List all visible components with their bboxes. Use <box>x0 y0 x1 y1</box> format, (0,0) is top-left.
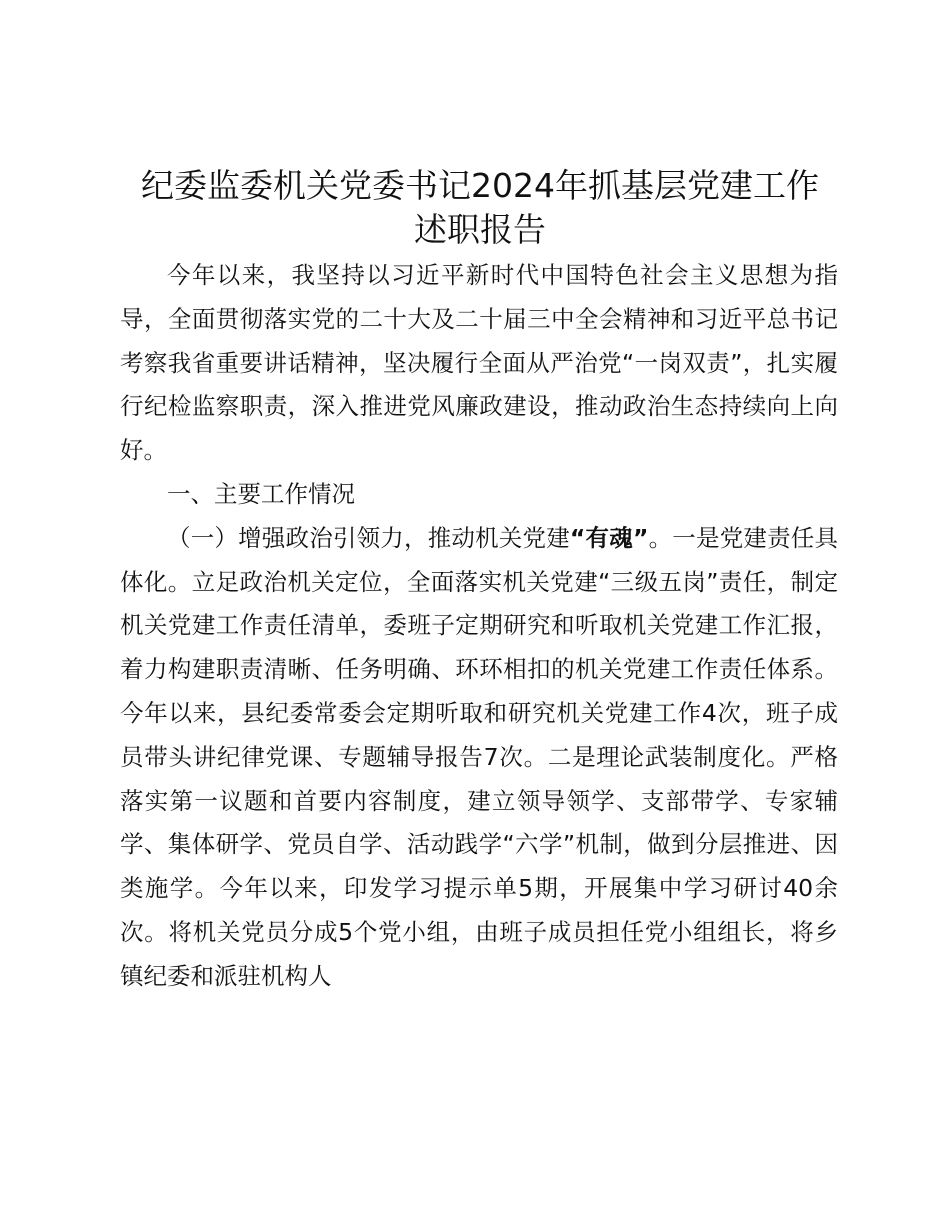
intro-paragraph: 今年以来，我坚持以习近平新时代中国特色社会主义思想为指导，全面贯彻落实党的二十大及二十届三中全会精神和习近平总书记考察我省重要讲话精神，坚决履行全面从严治党“一岗双责”，扎实履行纪检监察职责，深入推进党风廉政建设，推动政治生态持续向上向好。 <box>120 261 838 465</box>
document-title-line-1: 纪委监委机关党委书记2024年抓基层党建工作 <box>141 166 819 205</box>
section-heading: 一、主要工作情况 <box>167 479 355 508</box>
subsection-heading-emphasis: “有魂” <box>569 523 649 552</box>
document-title-line-2: 述职报告 <box>414 210 546 249</box>
subsection-paragraph <box>120 517 838 999</box>
subsection-body: 。一是党建责任具体化。立足政治机关定位，全面落实机关党建“三级五岗”责任，制定机关党建工作责任清单，委班子定期研究和听取机关党建工作汇报，着力构建职责清晰、任务明确、环环相扣的机关党建工作责任体系。今年以来，县纪委常委会定期听取和研究机关党建工作4次，班子成员带头讲纪律党课、专题辅导报告7次。二是理论武装制度化。严格落实第一议题和首要内容制度，建立领导领学、支部带学、专家辅学、集体研学、党员自学、活动践学“六学”机制，做到分层推进、因类施学。今年以来，印发学习提示单5期，开展集中学习研讨40余次。将机关党员分成5个党小组，由班子成员担任党小组组长，将乡镇纪委和派驻机构人 <box>120 523 839 990</box>
subsection-heading: （一）增强政治引领力，推动机关党建 <box>167 523 570 552</box>
document-body <box>120 254 838 999</box>
